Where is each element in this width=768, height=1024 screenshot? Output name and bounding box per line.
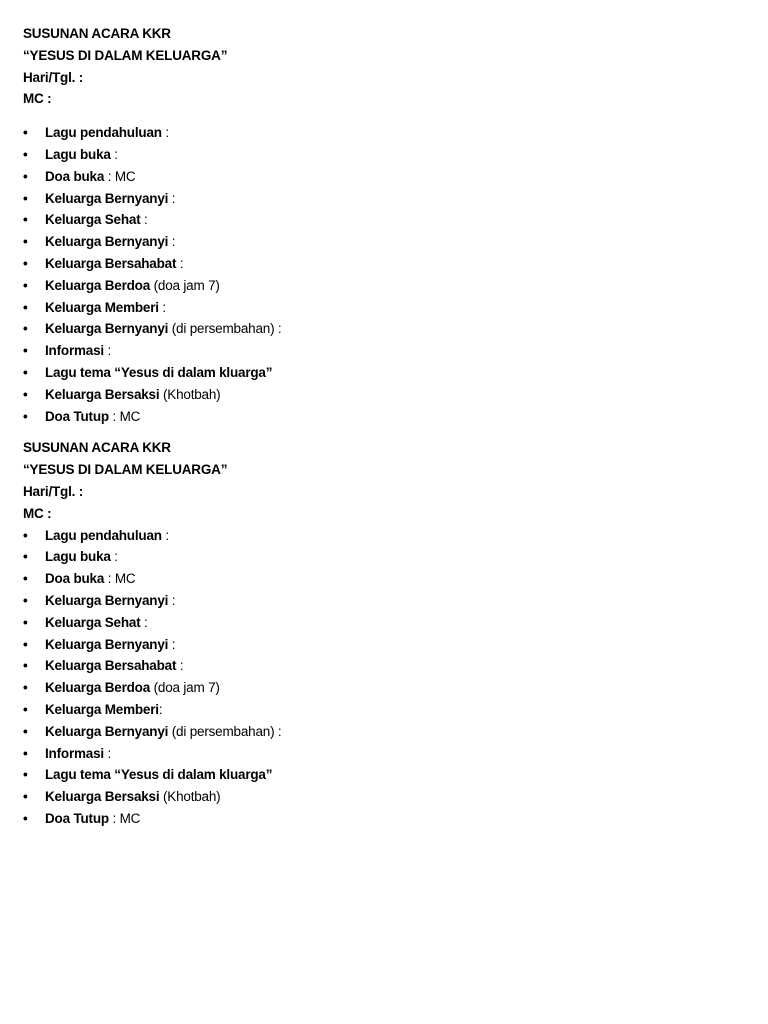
agenda-date-line: Hari/Tgl. : <box>23 69 84 85</box>
agenda-item-detail: : MC <box>104 168 136 184</box>
agenda-item-label: Keluarga Bersaksi <box>45 789 160 805</box>
agenda-item-label: Keluarga Memberi <box>45 701 159 717</box>
agenda-item-label: Keluarga Bersahabat <box>45 255 177 271</box>
agenda-mc-line: MC : <box>23 505 52 521</box>
agenda-item <box>23 568 768 590</box>
agenda-item <box>23 144 768 166</box>
bullet-icon: • <box>23 386 28 402</box>
agenda-title: SUSUNAN ACARA KKR <box>23 26 171 41</box>
agenda-item-label: Lagu pendahuluan <box>45 527 162 543</box>
bullet-icon: • <box>23 701 28 717</box>
agenda-item-detail: : <box>168 636 176 652</box>
agenda-item <box>23 188 768 210</box>
bullet-icon: • <box>23 658 28 674</box>
agenda-item <box>23 634 768 656</box>
agenda-title: SUSUNAN ACARA KKR <box>23 440 171 456</box>
agenda-item-detail: : <box>158 701 163 717</box>
agenda-item <box>23 209 768 231</box>
agenda-item-label: Lagu buka <box>45 549 111 565</box>
agenda-item <box>23 318 768 340</box>
agenda-item-label: Keluarga Bernyanyi <box>45 234 169 250</box>
agenda-item <box>23 699 768 721</box>
agenda-item-detail: : <box>140 212 148 228</box>
agenda-item <box>23 406 768 428</box>
agenda-item-detail: : <box>140 614 148 630</box>
agenda-item <box>23 362 768 384</box>
agenda-list <box>23 525 768 830</box>
agenda-item-label: Keluarga Berdoa <box>45 680 151 696</box>
agenda-date-line: Hari/Tgl. : <box>23 483 84 499</box>
bullet-icon: • <box>23 527 28 543</box>
agenda-item-detail: : <box>110 146 118 162</box>
bullet-icon: • <box>23 680 28 696</box>
agenda-item-label: Keluarga Memberi <box>45 299 159 315</box>
agenda-item-label: Keluarga Bernyanyi <box>45 723 169 739</box>
agenda-item-label: Lagu tema “Yesus di dalam kluarga” <box>45 767 273 783</box>
agenda-item <box>23 546 768 568</box>
agenda-item-detail: : <box>158 299 166 315</box>
agenda-item-label: Keluarga Bersaksi <box>45 386 160 402</box>
bullet-icon: • <box>23 321 28 337</box>
bullet-icon: • <box>23 299 28 315</box>
agenda-item-detail: : <box>110 549 118 565</box>
agenda-item-detail: : MC <box>104 571 136 587</box>
agenda-item-detail: : <box>176 658 184 674</box>
bullet-icon: • <box>23 789 28 805</box>
agenda-mc-line: MC : <box>23 91 52 107</box>
agenda-theme: “YESUS DI DALAM KELUARGA” <box>23 462 228 478</box>
agenda-item <box>23 655 768 677</box>
bullet-icon: • <box>23 592 28 608</box>
bullet-icon: • <box>23 146 28 162</box>
agenda-item <box>23 590 768 612</box>
agenda-item-label: Doa buka <box>45 571 105 587</box>
agenda-item-label: Keluarga Bersahabat <box>45 658 177 674</box>
bullet-icon: • <box>23 168 28 184</box>
agenda-section <box>23 23 768 427</box>
bullet-icon: • <box>23 125 28 141</box>
agenda-item-label: Keluarga Bernyanyi <box>45 636 169 652</box>
agenda-item-detail: : <box>168 190 176 206</box>
agenda-item-label: Doa buka <box>45 168 105 184</box>
agenda-item-label: Lagu tema “Yesus di dalam kluarga” <box>45 364 273 380</box>
agenda-list <box>23 122 768 427</box>
agenda-item-detail: : MC <box>108 810 141 826</box>
agenda-item <box>23 231 768 253</box>
bullet-icon: • <box>23 255 28 271</box>
agenda-item-label: Doa Tutup <box>45 810 109 826</box>
bullet-icon: • <box>23 277 28 293</box>
agenda-item-label: Lagu buka <box>45 146 111 162</box>
agenda-item-detail: (Khotbah) <box>159 789 221 805</box>
agenda-item <box>23 764 768 786</box>
bullet-icon: • <box>23 212 28 228</box>
agenda-item-detail: (Khotbah) <box>159 386 221 402</box>
bullet-icon: • <box>23 614 28 630</box>
bullet-icon: • <box>23 745 28 761</box>
agenda-item <box>23 275 768 297</box>
agenda-item-detail: : <box>103 343 112 359</box>
bullet-icon: • <box>23 190 28 206</box>
agenda-item-detail: (di persembahan) : <box>168 321 282 337</box>
agenda-item-detail: : <box>176 255 184 271</box>
bullet-icon: • <box>23 343 28 359</box>
bullet-icon: • <box>23 636 28 652</box>
agenda-item-detail: : <box>103 745 112 761</box>
agenda-item-label: Keluarga Berdoa <box>45 277 151 293</box>
agenda-item-label: Informasi <box>45 745 104 761</box>
agenda-item-detail: (doa jam 7) <box>150 277 220 293</box>
agenda-item-label: Keluarga Bernyanyi <box>45 190 169 206</box>
agenda-item-detail: : <box>161 527 169 543</box>
agenda-item <box>23 677 768 699</box>
agenda-item <box>23 253 768 275</box>
agenda-theme: “YESUS DI DALAM KELUARGA” <box>23 47 228 63</box>
bullet-icon: • <box>23 408 28 424</box>
agenda-item <box>23 743 768 765</box>
agenda-item-label: Doa Tutup <box>45 408 109 424</box>
bullet-icon: • <box>23 549 28 565</box>
bullet-icon: • <box>23 234 28 250</box>
agenda-item <box>23 340 768 362</box>
agenda-item <box>23 384 768 406</box>
agenda-item-detail: : <box>161 125 169 141</box>
agenda-item-label: Keluarga Bernyanyi <box>45 321 169 337</box>
agenda-item-label: Keluarga Sehat <box>45 614 141 630</box>
bullet-icon: • <box>23 364 28 380</box>
agenda-item-label: Informasi <box>45 343 104 359</box>
bullet-icon: • <box>23 723 28 739</box>
bullet-icon: • <box>23 571 28 587</box>
agenda-item <box>23 721 768 743</box>
agenda-item-label: Lagu pendahuluan <box>45 125 162 141</box>
agenda-item <box>23 808 768 830</box>
bullet-icon: • <box>23 767 28 783</box>
agenda-item <box>23 525 768 547</box>
agenda-item-detail: (di persembahan) : <box>168 723 282 739</box>
bullet-icon: • <box>23 810 28 826</box>
agenda-item-detail: (doa jam 7) <box>150 680 220 696</box>
agenda-item-detail: : <box>168 234 176 250</box>
agenda-item <box>23 166 768 188</box>
agenda-item-detail: : <box>168 592 176 608</box>
agenda-item <box>23 786 768 808</box>
agenda-item <box>23 122 768 144</box>
agenda-item <box>23 297 768 319</box>
agenda-section <box>23 437 768 829</box>
agenda-item <box>23 612 768 634</box>
agenda-item-label: Keluarga Bernyanyi <box>45 592 169 608</box>
agenda-item-detail: : MC <box>108 408 141 424</box>
agenda-item-label: Keluarga Sehat <box>45 212 141 228</box>
